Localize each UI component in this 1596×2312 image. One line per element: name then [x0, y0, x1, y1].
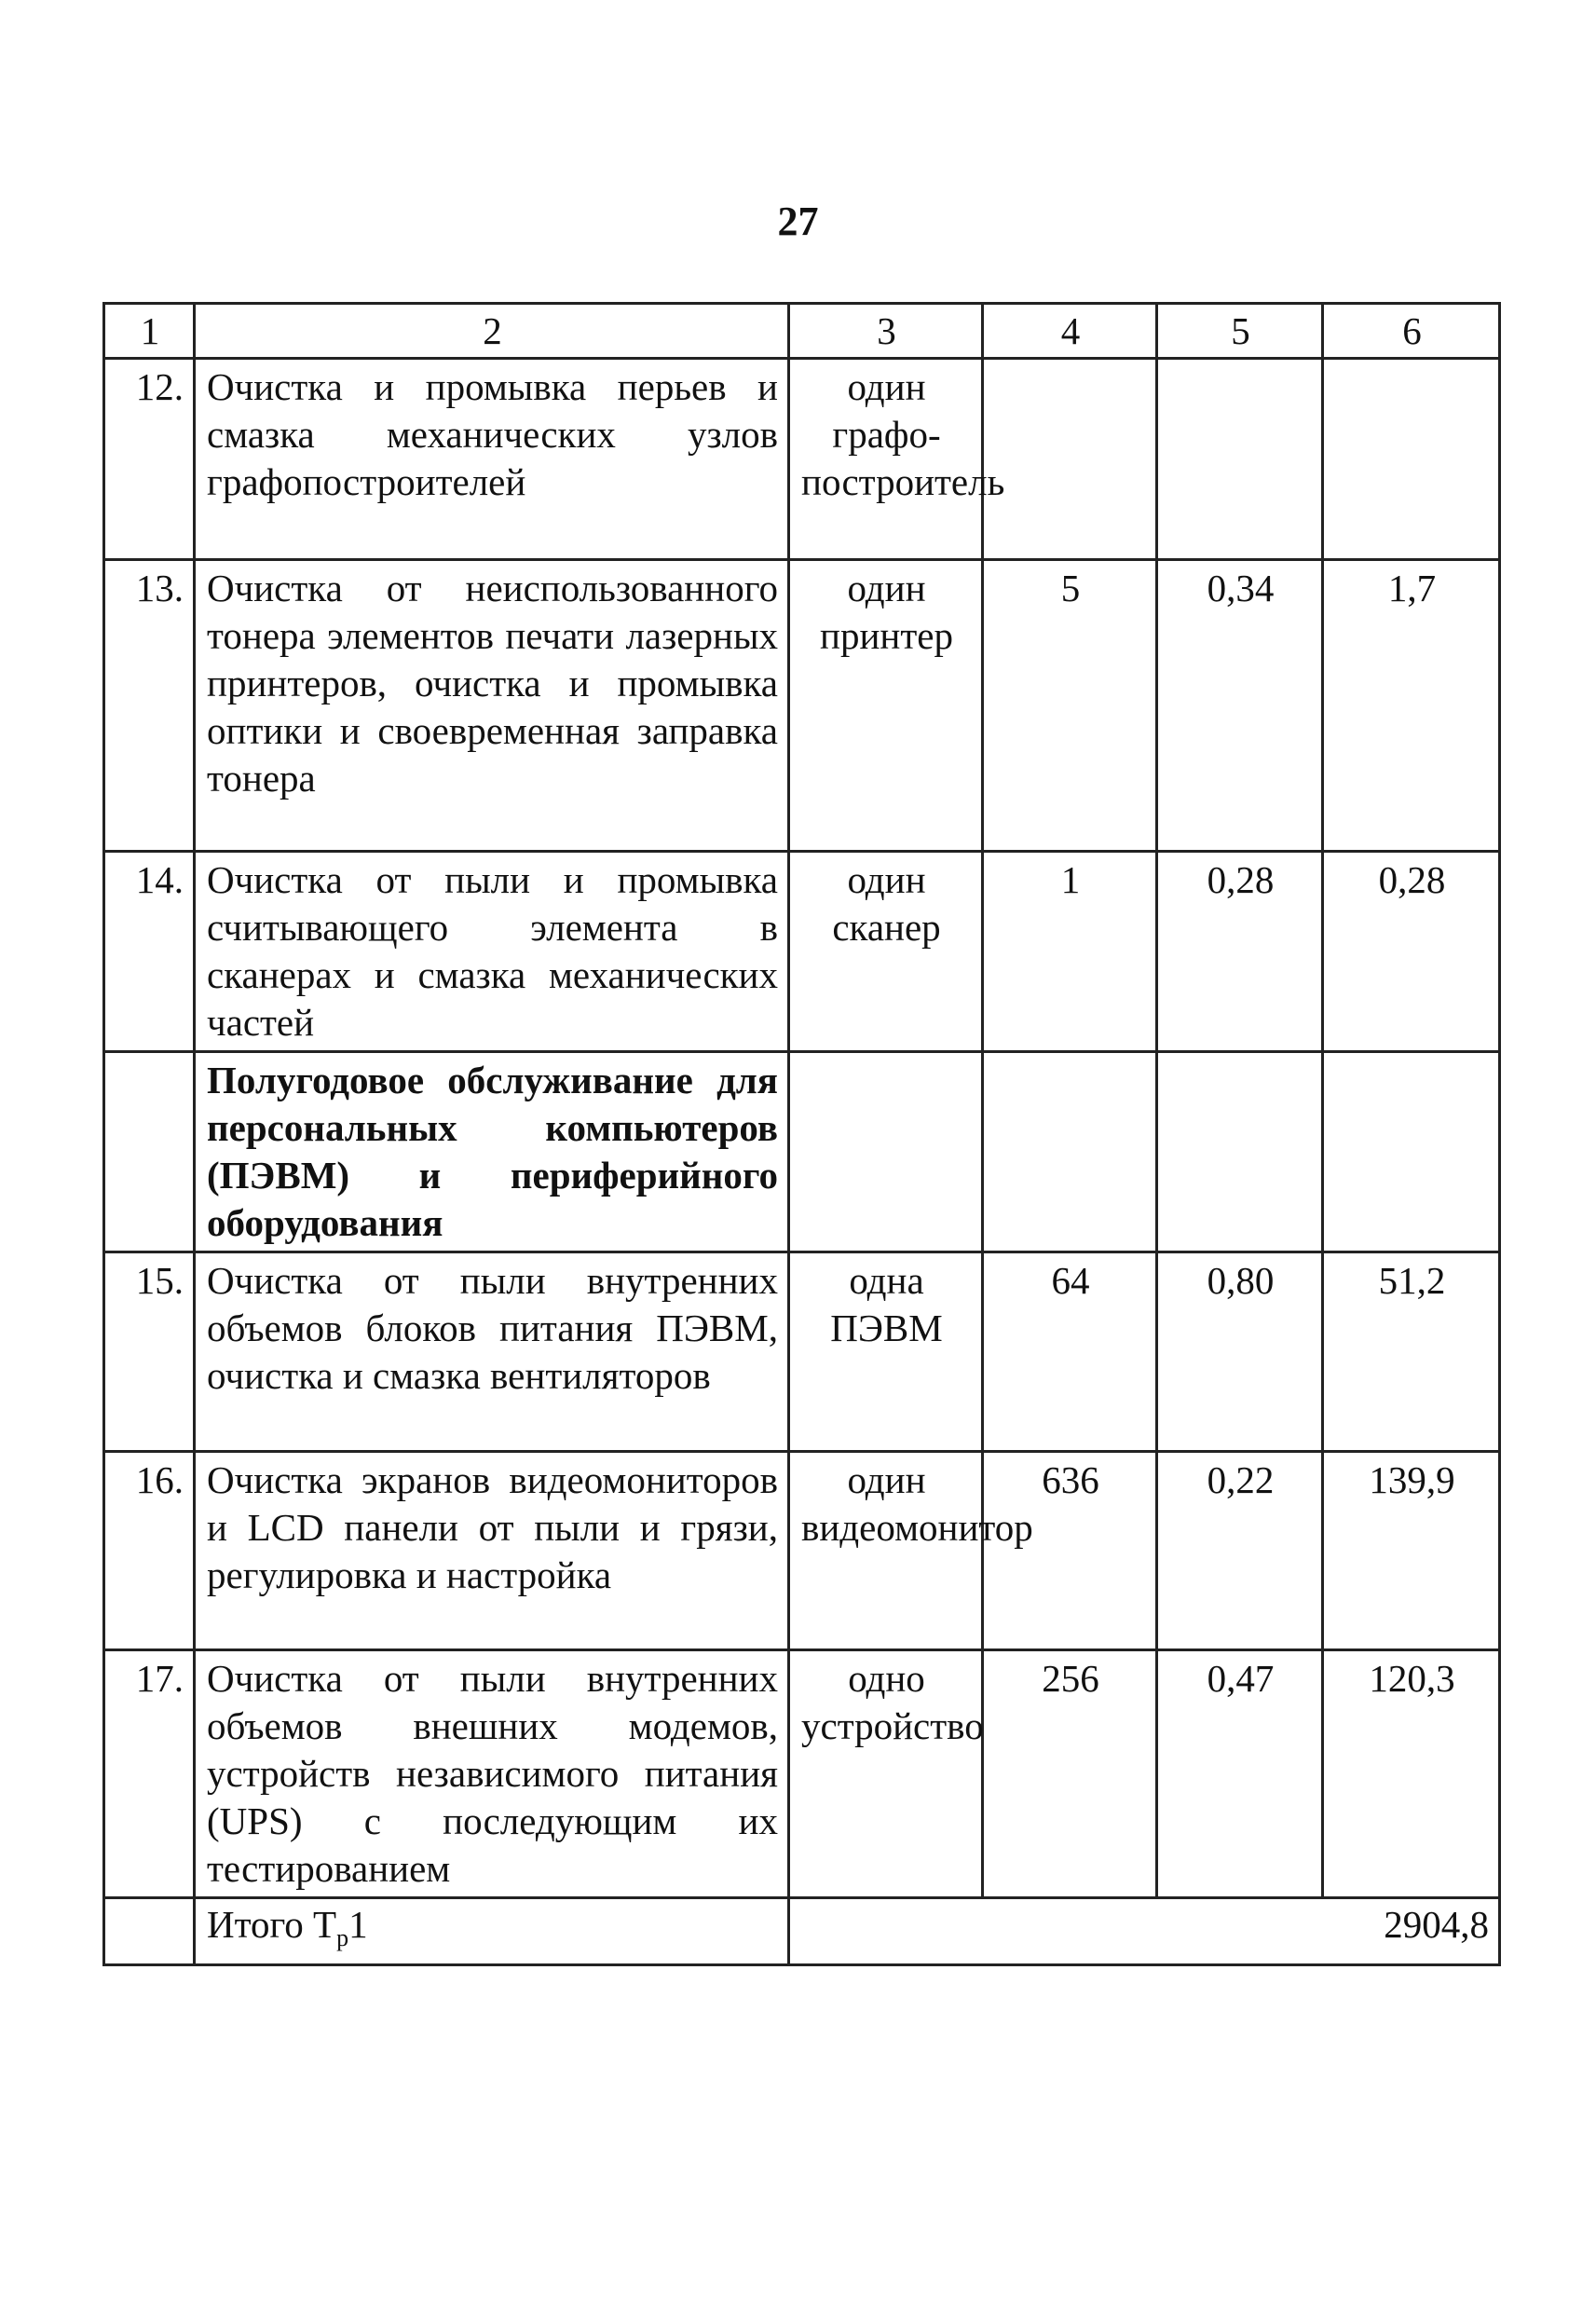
row-norm: [1157, 359, 1323, 560]
total-row: [104, 1898, 1500, 1965]
section-heading-row: [104, 1052, 1500, 1252]
row-number: 14.: [104, 852, 195, 1052]
page-number: 27: [777, 198, 819, 244]
row-description: Очистка от пыли внутренних объемов блоков питания ПЭВМ, очистка и смазка вентиляторов: [195, 1252, 789, 1452]
row-number: 16.: [104, 1452, 195, 1650]
row-number: 17.: [104, 1650, 195, 1898]
table-row: [104, 1650, 1500, 1898]
row-unit: один видеомонитор: [789, 1452, 983, 1650]
row-norm: 0,47: [1157, 1650, 1323, 1898]
row-description: Очистка от пыли и промывка считывающего элемента в сканерах и смазка механических частей: [195, 852, 789, 1052]
row-quantity: 1: [983, 852, 1157, 1052]
total-value: 2904,8: [789, 1898, 1500, 1965]
row-total: 120,3: [1323, 1650, 1500, 1898]
row-total: 1,7: [1323, 560, 1500, 852]
table-row: [104, 359, 1500, 560]
header-cell: 6: [1323, 304, 1500, 359]
total-label: [195, 1898, 789, 1965]
empty-cell: [789, 1052, 983, 1252]
row-description: Очистка экранов видеомониторов и LCD панели от пыли и грязи, регулировка и настройка: [195, 1452, 789, 1650]
row-unit: один принтер: [789, 560, 983, 852]
table-row: [104, 852, 1500, 1052]
empty-cell: [104, 1052, 195, 1252]
row-description: Очистка и промывка перьев и смазка механических узлов графопостроителей: [195, 359, 789, 560]
row-total: 139,9: [1323, 1452, 1500, 1650]
row-quantity: 256: [983, 1650, 1157, 1898]
empty-cell: [983, 1052, 1157, 1252]
row-number: 13.: [104, 560, 195, 852]
row-unit: один графо-построитель: [789, 359, 983, 560]
row-unit: одно устройство: [789, 1650, 983, 1898]
total-label-suffix: 1: [348, 1903, 368, 1946]
header-cell: 4: [983, 304, 1157, 359]
total-label-subscript: р: [336, 1924, 349, 1952]
header-cell: 3: [789, 304, 983, 359]
row-unit: один сканер: [789, 852, 983, 1052]
table-row: [104, 560, 1500, 852]
row-quantity: 636: [983, 1452, 1157, 1650]
row-quantity: 5: [983, 560, 1157, 852]
row-norm: 0,28: [1157, 852, 1323, 1052]
row-total: 0,28: [1323, 852, 1500, 1052]
table-row: [104, 1452, 1500, 1650]
header-cell: 1: [104, 304, 195, 359]
table-row: [104, 1252, 1500, 1452]
header-cell: 2: [195, 304, 789, 359]
row-total: [1323, 359, 1500, 560]
empty-cell: [104, 1898, 195, 1965]
row-description: Очистка от пыли внутренних объемов внешних модемов, устройств независимого питания (UPS) с последующим их тестированием: [195, 1650, 789, 1898]
row-description: Очистка от неиспользованного тонера элементов печати лазерных принтеров, очистка и промывка оптики и своевременная заправка тонера: [195, 560, 789, 852]
row-norm: 0,22: [1157, 1452, 1323, 1650]
total-label-text: Итого T: [207, 1903, 337, 1946]
empty-cell: [1323, 1052, 1500, 1252]
row-number: 15.: [104, 1252, 195, 1452]
row-norm: 0,80: [1157, 1252, 1323, 1452]
row-quantity: [983, 359, 1157, 560]
row-norm: 0,34: [1157, 560, 1323, 852]
row-unit: одна ПЭВМ: [789, 1252, 983, 1452]
header-cell: 5: [1157, 304, 1323, 359]
empty-cell: [1157, 1052, 1323, 1252]
section-heading: Полугодовое обслуживание для персональных компьютеров (ПЭВМ) и периферийного оборудования: [195, 1052, 789, 1252]
header-row: [104, 304, 1500, 359]
row-number: 12.: [104, 359, 195, 560]
row-quantity: 64: [983, 1252, 1157, 1452]
row-total: 51,2: [1323, 1252, 1500, 1452]
maintenance-table: [102, 302, 1501, 1966]
